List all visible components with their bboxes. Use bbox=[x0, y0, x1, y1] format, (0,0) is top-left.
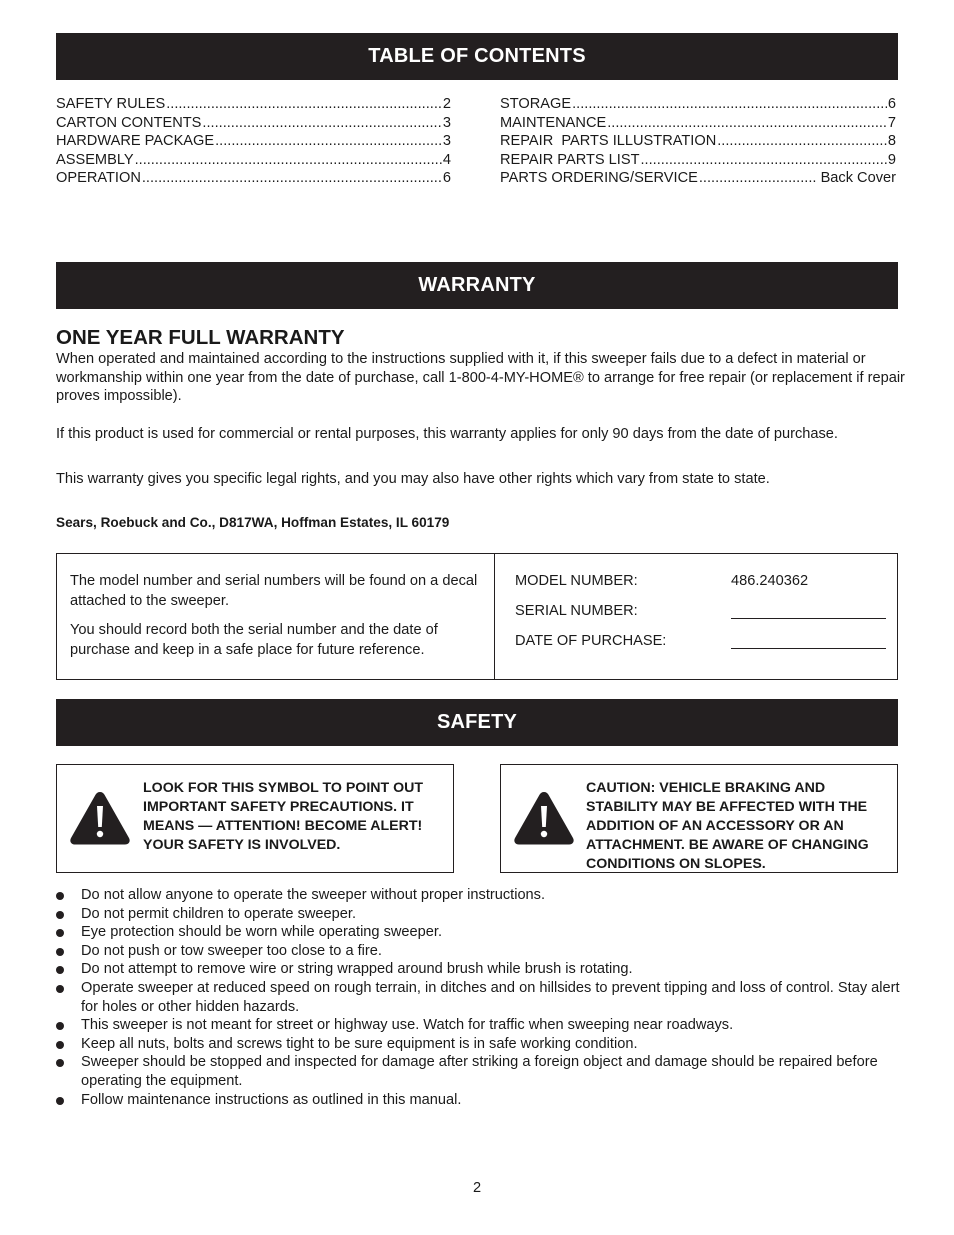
safety-rule bbox=[56, 1035, 906, 1054]
toc-entry-page: 6 bbox=[442, 170, 451, 187]
safety-rule bbox=[56, 923, 906, 942]
caution-box bbox=[500, 764, 898, 873]
safety-rule bbox=[56, 1053, 906, 1090]
model-info-text: You should record both the serial number and the date of purchase and keep in a safe place for future reference. bbox=[70, 622, 438, 658]
toc-entry-label: MAINTENANCE bbox=[500, 114, 607, 131]
warning-triangle-icon bbox=[68, 789, 132, 847]
safety-rule bbox=[56, 960, 906, 979]
bullet-icon bbox=[56, 1097, 64, 1105]
toc-entry-page: 3 bbox=[442, 133, 451, 150]
toc-leader-dots bbox=[641, 151, 887, 170]
toc-entry[interactable] bbox=[500, 169, 896, 188]
toc-entry-label: REPAIR PARTS ILLUSTRATION bbox=[500, 133, 717, 150]
serial-number-label: SERIAL NUMBER: bbox=[515, 603, 638, 619]
warning-triangle-icon bbox=[512, 789, 576, 847]
model-number-row bbox=[515, 573, 887, 593]
bullet-icon bbox=[56, 985, 64, 993]
toc-entry-label: SAFETY RULES bbox=[56, 96, 166, 112]
toc-leader-dots bbox=[135, 151, 442, 170]
model-info-fields bbox=[495, 554, 897, 679]
date-of-purchase-field[interactable] bbox=[731, 648, 886, 649]
toc-entry-page: 8 bbox=[887, 133, 896, 150]
bullet-icon bbox=[56, 892, 64, 900]
toc-entry[interactable] bbox=[56, 169, 451, 188]
safety-symbol-text: LOOK FOR THIS SYMBOL TO POINT OUT IMPORTANT SAFETY PRECAUTIONS. IT MEANS — ATTENTION! BECOME ALERT! YOUR SAFETY IS INVOLVED. bbox=[143, 780, 424, 853]
toc-leader-dots bbox=[142, 169, 442, 188]
toc-leader-dots bbox=[202, 114, 441, 133]
toc-right-column bbox=[500, 95, 896, 188]
warranty-title: WARRANTY bbox=[418, 274, 536, 296]
page-number: 2 bbox=[472, 1180, 482, 1196]
toc-entry[interactable] bbox=[500, 132, 896, 151]
bullet-icon bbox=[56, 929, 64, 937]
toc-entry-label: ASSEMBLY bbox=[56, 151, 134, 168]
serial-number-row bbox=[515, 603, 887, 623]
serial-number-field[interactable] bbox=[731, 618, 886, 619]
safety-title: SAFETY bbox=[436, 711, 518, 733]
safety-rule-text: Sweeper should be stopped and inspected for damage after striking a foreign object and damage should be repaired before operating the equipment. bbox=[81, 1054, 878, 1089]
toc-title-bar bbox=[56, 33, 898, 80]
caution-text: CAUTION: VEHICLE BRAKING AND STABILITY MAY BE AFFECTED WITH THE ADDITION OF AN ACCESSORY OR AN ATTACHMENT. BE AWARE OF CHANGING CONDITIONS ON SLOPES. bbox=[586, 780, 869, 872]
date-of-purchase-label: DATE OF PURCHASE: bbox=[515, 633, 667, 649]
model-number-label: MODEL NUMBER: bbox=[515, 573, 638, 589]
date-of-purchase-row bbox=[515, 633, 887, 653]
warranty-paragraph: When operated and maintained according to the instructions supplied with it, if this sweeper fails due to a defect in material or workmanship within one year from the date of purchase, call 1-800-4-MY-HOME® to arrange for free repair (or replacement if repair proves impossible). bbox=[56, 351, 905, 405]
model-info-box bbox=[56, 553, 898, 680]
safety-rule bbox=[56, 1091, 906, 1110]
safety-rule bbox=[56, 1016, 906, 1035]
toc-entry-label: STORAGE bbox=[500, 96, 572, 112]
warranty-title-bar bbox=[56, 262, 898, 309]
bullet-icon bbox=[56, 1041, 64, 1049]
bullet-icon bbox=[56, 1022, 64, 1030]
toc-leader-dots bbox=[699, 169, 817, 188]
toc-entry-page: 6 bbox=[887, 96, 896, 112]
safety-rule-text: Do not allow anyone to operate the sweeper without proper instructions. bbox=[81, 887, 546, 903]
toc-entry-page: 7 bbox=[887, 114, 896, 131]
safety-symbol-box bbox=[56, 764, 454, 873]
safety-rule bbox=[56, 979, 906, 1016]
toc-entry-label: CARTON CONTENTS bbox=[56, 114, 202, 131]
toc-leader-dots bbox=[607, 114, 887, 133]
bullet-icon bbox=[56, 966, 64, 974]
toc-entry[interactable] bbox=[500, 95, 896, 114]
toc-leader-dots bbox=[572, 95, 887, 114]
bullet-icon bbox=[56, 911, 64, 919]
toc-entry[interactable] bbox=[56, 95, 451, 114]
toc-entry-page: 9 bbox=[887, 151, 896, 168]
bullet-icon bbox=[56, 1059, 64, 1067]
toc-entry[interactable] bbox=[56, 114, 451, 133]
toc-entry-label: PARTS ORDERING/SERVICE bbox=[500, 170, 698, 187]
model-info-instructions bbox=[57, 554, 495, 679]
toc-leader-dots bbox=[166, 95, 442, 114]
toc-entry[interactable] bbox=[500, 114, 896, 133]
warranty-address: Sears, Roebuck and Co., D817WA, Hoffman Estates, IL 60179 bbox=[56, 515, 450, 530]
safety-rules-list bbox=[56, 886, 906, 1109]
toc-entry-label: OPERATION bbox=[56, 170, 141, 187]
safety-rule-text: Eye protection should be worn while operating sweeper. bbox=[81, 924, 443, 941]
toc-entry-label: REPAIR PARTS LIST bbox=[500, 151, 640, 168]
toc-entry-page: 3 bbox=[442, 114, 451, 131]
safety-rule-text: Do not push or tow sweeper too close to a fire. bbox=[81, 942, 382, 959]
toc-entry-label: HARDWARE PACKAGE bbox=[56, 133, 215, 150]
safety-rule-text: Do not permit children to operate sweeper. bbox=[81, 905, 357, 922]
safety-rule bbox=[56, 942, 906, 961]
toc-title: TABLE OF CONTENTS bbox=[368, 45, 586, 67]
bullet-icon bbox=[56, 948, 64, 956]
toc-leader-dots bbox=[215, 132, 442, 151]
safety-rule bbox=[56, 886, 906, 905]
safety-rule-text: Follow maintenance instructions as outlined in this manual. bbox=[81, 1091, 462, 1108]
toc-entry[interactable] bbox=[56, 151, 451, 170]
toc-left-column bbox=[56, 95, 451, 188]
safety-rule bbox=[56, 905, 906, 924]
warranty-paragraph: If this product is used for commercial or rental purposes, this warranty applies for only 90 days from the date of purchase. bbox=[56, 426, 838, 442]
model-info-text: The model number and serial numbers will be found on a decal attached to the sweeper. bbox=[70, 573, 478, 609]
toc-entry[interactable] bbox=[56, 132, 451, 151]
toc-entry-page: Back Cover bbox=[820, 170, 896, 187]
model-number-value: 486.240362 bbox=[731, 573, 809, 589]
toc-entry-page: 2 bbox=[442, 96, 451, 112]
warranty-paragraph: This warranty gives you specific legal rights, and you may also have other rights which vary from state to state. bbox=[56, 471, 770, 487]
warranty-heading: ONE YEAR FULL WARRANTY bbox=[56, 326, 345, 349]
toc-entry[interactable] bbox=[500, 151, 896, 170]
safety-title-bar bbox=[56, 699, 898, 746]
safety-rule-text: Operate sweeper at reduced speed on rough terrain, in ditches and on hillsides to prevent tipping and loss of control. Stay alert for holes or other hidden hazards. bbox=[81, 979, 900, 1015]
safety-rule-text: This sweeper is not meant for street or highway use. Watch for traffic when sweeping near roadways. bbox=[81, 1017, 734, 1034]
toc-entry-page: 4 bbox=[442, 151, 451, 168]
toc-leader-dots bbox=[717, 132, 887, 151]
safety-rule-text: Do not attempt to remove wire or string wrapped around brush while brush is rotating. bbox=[81, 961, 633, 978]
safety-rule-text: Keep all nuts, bolts and screws tight to be sure equipment is in safe working condition. bbox=[81, 1035, 638, 1052]
